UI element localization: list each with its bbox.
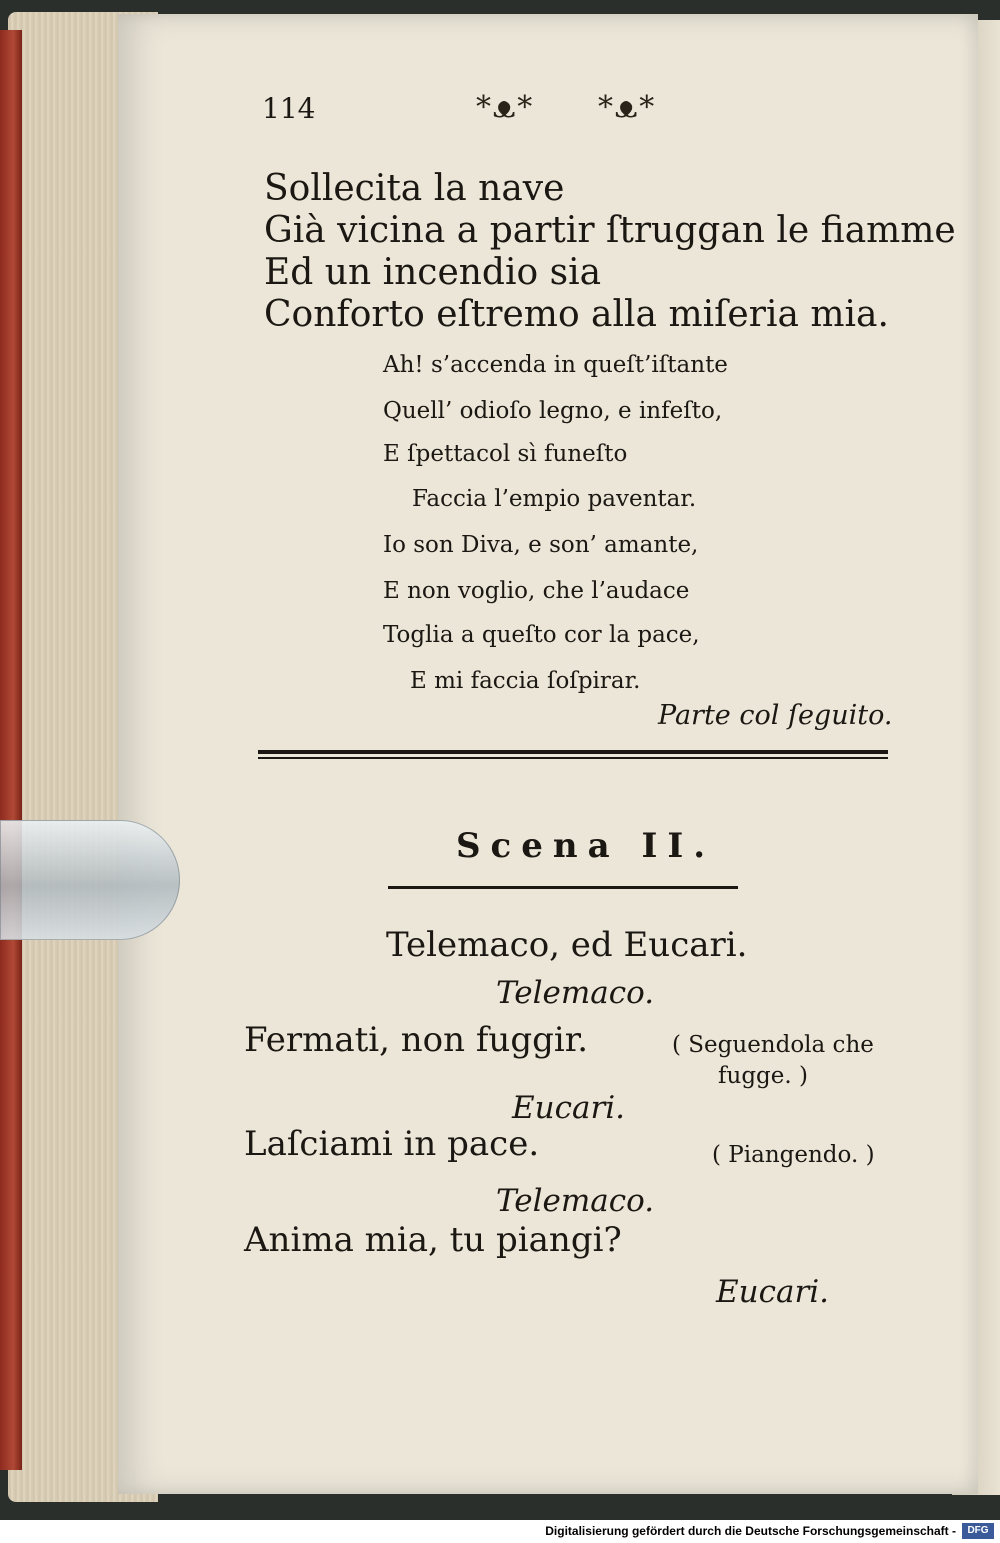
- aria-line: Ah! s’accenda in queſt’iſtante: [383, 352, 728, 378]
- scene-heading: Scena II.: [456, 826, 716, 866]
- verse-line: Già vicina a partir ſtruggan le fiamme: [264, 210, 956, 251]
- dialogue-line: Laſciami in pace.: [244, 1124, 540, 1164]
- footer-bar: [0, 1520, 1000, 1543]
- stage-aside: ( Piangendo. ): [712, 1142, 875, 1168]
- speaker-name: Eucari.: [512, 1090, 626, 1126]
- stage-direction: Parte col ſeguito.: [658, 700, 893, 731]
- catchword: Eucari.: [716, 1274, 830, 1310]
- footer-credit: Digitalisierung gefördert durch die Deutsche Forschungsgemeinschaft -: [545, 1524, 956, 1538]
- aria-line: Io son Diva, e son’ amante,: [383, 532, 699, 558]
- dfg-logo: DFG: [962, 1523, 994, 1539]
- verse-line: Ed un incendio sia: [264, 252, 602, 293]
- divider-rule: [258, 750, 888, 754]
- dialogue-line: Anima mia, tu piangi?: [244, 1220, 622, 1260]
- header-ornament-right: *ᴥ*: [598, 90, 657, 125]
- aria-line: Toglia a queſto cor la pace,: [383, 622, 700, 648]
- aria-line: E mi faccia ſoſpirar.: [410, 668, 641, 694]
- aria-line: E non voglio, che l’audace: [383, 578, 690, 604]
- scene-cast: Telemaco, ed Eucari.: [386, 925, 748, 965]
- speaker-name: Telemaco.: [496, 1183, 655, 1219]
- stage-aside: fugge. ): [718, 1063, 808, 1089]
- verse-line: Conforto eſtremo alla miſeria mia.: [264, 294, 889, 335]
- verse-line: Sollecita la nave: [264, 168, 565, 209]
- scene-rule: [388, 886, 738, 889]
- divider-rule: [258, 757, 888, 759]
- stage-aside: ( Seguendola che: [672, 1032, 874, 1058]
- book-cover-edge: [0, 30, 22, 1470]
- header-ornament-left: *ᴥ*: [476, 90, 535, 125]
- speaker-name: Telemaco.: [496, 975, 655, 1011]
- page-clip-holder: [0, 820, 180, 940]
- aria-line: Quell’ odioſo legno, e infeſto,: [383, 398, 723, 424]
- page-number: 114: [262, 92, 316, 125]
- aria-line: E ſpettacol sì funeſto: [383, 441, 628, 467]
- dialogue-line: Fermati, non fuggir.: [244, 1020, 589, 1060]
- aria-line: Faccia l’empio paventar.: [412, 486, 697, 512]
